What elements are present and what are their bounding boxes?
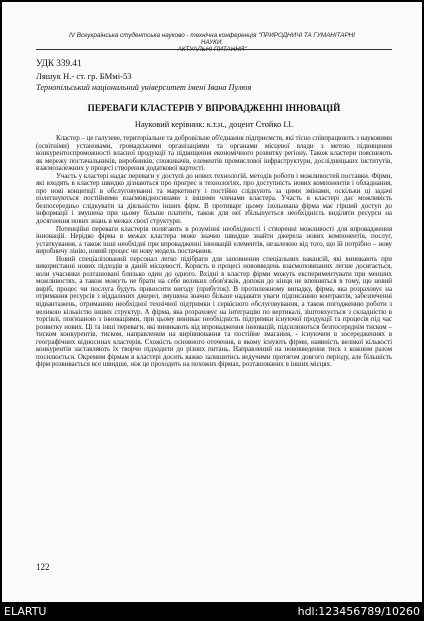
udc-code: УДК 339.41	[36, 58, 82, 68]
article-title: ПЕРЕВАГИ КЛАСТЕРІВ У ВПРОВАДЖЕННІ ІННОВАЦІЙ	[87, 103, 341, 113]
page-number: 122	[36, 562, 50, 572]
body-paragraph-3: Потенційні переваги кластерів полягають в розумінні необхідності і створенні можливості для впровадження інновацій. Нерідко фірма в межах кластера може значно швидше знайти джерела нових компонентів, послуг, устаткування, а також інші необхідні при впровадженні інновацій елементів, незалежно від того, що їй потрібно – нову виробничу лінію, новий процес чи нову модель постачання.	[36, 224, 392, 256]
header-divider	[36, 49, 392, 50]
affiliation-line: Тернопільський національний університет імені Івана Пулюя	[36, 83, 252, 92]
body-paragraph-1: Кластер – це галузеве, територіальне та добровільне об'єднання підприємств, які тісно співпрацюють з науковими (освітніми) установами, громадськими організаціями та органами місцевої влади з метою підвищення конкурентоспроможності власної продукції та підвищення економічного розвитку регіону. Також кластери пояснюють як мережу постачальників, виробників, споживачів, елементів промислової інфраструктури, дослідницьких інститутів, взаємозалежних у процесі створення додаткової вартості.	[36, 134, 392, 173]
author-line: Ляшук Н.- ст. гр. БМмі-53	[36, 71, 132, 81]
conference-header-line-1: IV Всеукраїнська студентська науково - технічна конференція "ПРИРОДНИЧІ ТА ГУМАНІТАРНІ НАУКИ.	[69, 32, 355, 46]
body-paragraph-4: Новий спеціалізований персонал легко підібрати для заповнення спеціальних вакансій, які виникають при використанні нових підходів в даній місцевості. Користь в процесі нововведень взаємоповязаних легше досягається, коли учасники розташовані близько один до одного. Вхідні в кластер фірми можуть експериментувати при менших можливостях, а також можуть не брати на себе великих обов'язків, допоки до кінця не впевняться в тому, що новий виріб, процес чи послуга будуть приносити вигоду (прибуток). В протилежному випадку, фірма, яка розраховує на отримання ресурсів з віддалених джерел, змушена значно більше надавати уваги підписанню контрактів, забезпеченні відвантажень, отриманню необхідної технічної підтримки і сервісного обслуговування, а також погодженню роботи з великою кількістю інших структур. А фірма, яка розраховує на інтеграцію по вертикалі, зіштовхується з складністю в торгівлі, пов'язаною з інноваціями, при цьому виникає необхідність підтримки існуючої продукції та процесів під час розвитку нових. Ці та інші переваги, які виникають від впровадження інновацій, підсилюються безпосереднім тиском – тиском конкурентів, тиском, направленим на вирівнювання та постійне змагання, - існуючим в зосередженнях в географічних відносинах кластерів. Схожість основного оточення, в якому існують фірми, наявність великої кількості конкурентів заставляють їх творчо підходити до різних питань. Направлений на нововведення тиск з кожним разом посилюється. Окремим фірмам в кластері досить важко залишитись ведучими протягом довгого періоду, але більшість фірм розвивається все швидше, ніж це проходить на похожих фірмах, розташованих в інших місцях.	[36, 254, 392, 369]
viewer-footer-bar	[0, 602, 424, 620]
supervisor-line: Науковий керівник: к.т.н., доцент Стойко І.І.	[134, 120, 294, 129]
article-body	[36, 135, 392, 369]
body-paragraph-2: Участь у кластері надає переваги у доступі до нових технологій, методів роботи і можливостей поставки. Фірми, які входять в кластер швидко дізнаються про прогрес в технологіях, про доступність нових компонентів і обладнання, про нові концепції в обслуговуванні та маркетингу і постійно слідкують за цими змінами, оскільки ці задачі полегшуються постійними взаємовідносинами з іншими членами кластера. Участь в кластері дає можливість безпосередньо слідкувати за діяльністю інших фірм. В противарг цьому ізольована фірма має гірший доступ до інформації і змушена при цьому більше платити, також для неї збільшується необхідність виділяти ресурси на досягнення нових знань в межах своєї структури.	[36, 171, 392, 226]
conference-header-line-2: АКТУАЛЬНІ ПИТАННЯ"	[177, 46, 247, 53]
document-page	[2, 2, 422, 602]
repository-name: ELARTU	[4, 605, 47, 618]
handle-identifier: hdl:123456789/10260	[297, 605, 420, 618]
